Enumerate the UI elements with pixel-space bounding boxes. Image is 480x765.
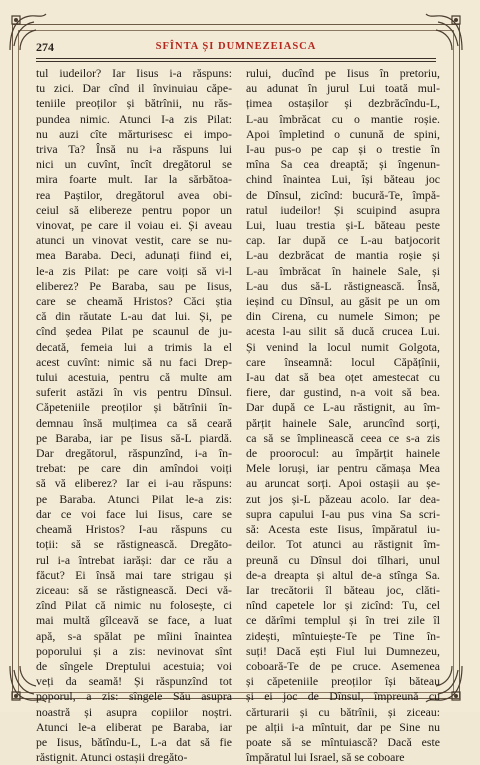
- text-line: zut jos și-L păzeau acolo. Iar dea-: [246, 491, 440, 506]
- text-line: ieșind cu Dînsul, au găsit pe un om: [246, 294, 440, 309]
- text-line: trebat: pe care din amîndoi voiți: [36, 461, 232, 476]
- text-line: demnau însă mulțimea ca să ceară: [36, 415, 232, 430]
- text-line: cap. Iar după ce L-au batjocorit: [246, 233, 440, 248]
- text-line: chind înaintea Lui, își băteau joc: [246, 172, 440, 187]
- text-line: mea Baraba. Deci, adunați fiind ei,: [36, 248, 232, 263]
- text-line: pe Baraba. Atunci Pilat le-a zis:: [36, 491, 232, 506]
- text-line: zînd Pilat că nimic nu folosește, ci: [36, 598, 232, 613]
- text-line: pundea nimic. Atunci I-a zis Pilat:: [36, 111, 232, 126]
- text-line: L-au îmbrăcat în hainele Sale, și: [246, 263, 440, 278]
- text-line: Dar după ce L-au răstignit, au îm-: [246, 400, 440, 415]
- text-line: rului, ducînd pe Iisus în pretoriu,: [246, 66, 440, 80]
- text-line: veți da seamă! Și răspunzînd tot: [36, 674, 232, 689]
- text-line: preună cu Dînsul doi tîlhari, unul: [246, 552, 440, 567]
- header-rule: [36, 58, 436, 59]
- text-line: din Cirena, cu numele Simon; pe: [246, 309, 440, 324]
- text-line: părțit hainele Sale, aruncînd sorți,: [246, 415, 440, 430]
- text-line: supra capului I-au pus vina Sa scri-: [246, 506, 440, 521]
- text-line: să vă eliberez? Iar ei i-au răspuns:: [36, 476, 232, 491]
- text-line: acest cuvînt: nimic să nu faci Drep-: [36, 354, 232, 369]
- text-column-left: [36, 66, 232, 765]
- text-line: că din răutate L-au dat lui. Și, pe: [36, 309, 232, 324]
- text-line: mîna Sa cea dreaptă; și îngenun-: [246, 157, 440, 172]
- text-line: împăratul lui Israel, să se coboare: [246, 750, 405, 765]
- text-line: și căpeteniile preoților își băteau: [246, 674, 440, 689]
- text-line: ratul iudeilor! Și scuipind asupra: [246, 202, 440, 217]
- text-line: să: Acesta este Iisus, împăratul iu-: [246, 522, 440, 537]
- text-line: poporului și a zis: nevinovat sînt: [36, 643, 232, 658]
- text-line: Iar trecătorii îl băteau joc, clăti-: [246, 582, 440, 597]
- text-line: Apoi împletind o cunună de spini,: [246, 126, 440, 141]
- text-line: care se cheamă Hristos? Căci știa: [36, 294, 232, 309]
- text-line: care înseamnă: locul Căpățînii,: [246, 354, 440, 369]
- text-line: toții: să se răstignească. Dregăto-: [36, 537, 232, 552]
- text-line: le-a zis Pilat: pe care voiți să vi-l: [36, 263, 232, 278]
- text-line: rul i-a întrebat iarăși: dar ce rău a: [36, 552, 232, 567]
- text-line: cărturarii și cu bătrînii, și ziceau:: [246, 704, 440, 719]
- text-line: fiere, dar gustind, n-a voit să bea.: [246, 385, 440, 400]
- text-line: I-au dat să bea oțet amestecat cu: [246, 370, 440, 385]
- text-column-right: [246, 66, 440, 765]
- text-line: poporul, a zis: sîngele Său asupra: [36, 689, 232, 704]
- text-line: rea Paștilor, dregătorul avea obi-: [36, 187, 232, 202]
- text-line: coboară-Te de pe cruce. Asemenea: [246, 658, 440, 673]
- text-line: răstignit. Atunci ostașii dregăto-: [36, 750, 188, 765]
- text-line: Mele loruși, iar pentru cămașa Mea: [246, 461, 440, 476]
- text-line: și ei joc de Dînsul, împreună cu: [246, 689, 440, 704]
- text-line: Dar dregătorul, răspunzînd, i-a în-: [36, 446, 232, 461]
- text-line: pe alții i-a mîntuit, dar pe Sine nu: [246, 719, 440, 734]
- header-rule-thin: [36, 61, 436, 62]
- text-line: de sîngele Dreptului acestuia; voi: [36, 658, 232, 673]
- text-line: cheamă Hristos? I-au răspuns cu: [36, 522, 232, 537]
- text-line: au aruncat sorți. Apoi ostașii au șe-: [246, 476, 440, 491]
- text-line: țimea ostașilor și dezbrăcîndu-L,: [246, 96, 440, 111]
- text-line: de-a dreapta și altul de-a stînga Sa.: [246, 567, 440, 582]
- text-line: tul iudeilor? Iar Iisus i-a răspuns:: [36, 66, 232, 80]
- text-line: ce dărîmi templul și în trei zile îl: [246, 613, 440, 628]
- text-line: tului acestuia, pentru că multe am: [36, 370, 232, 385]
- text-line: apă, s-a spălat pe mîini înaintea: [36, 628, 232, 643]
- text-line: Atunci le-a eliberat pe Baraba, iar: [36, 719, 232, 734]
- text-line: acesta l-au silit să ducă crucea Lui.: [246, 324, 440, 339]
- text-line: teniile preoților și bătrînii, nu răs-: [36, 96, 232, 111]
- text-line: triva Ta? Însă nu i-a răspuns lui: [36, 142, 232, 157]
- text-line: Căpeteniile preoților și bătrînii în-: [36, 400, 232, 415]
- text-line: de proorocul: au împărțit hainele: [246, 446, 440, 461]
- text-line: zidești, mîntuiește-Te pe Tine în-: [246, 628, 440, 643]
- text-line: mai multă gîlceavă se face, a luat: [36, 613, 232, 628]
- text-line: noastră și asupra copiilor noștri.: [36, 704, 232, 719]
- text-line: nici un cuvînt, încît dregătorul se: [36, 157, 232, 172]
- text-line: ziceau: să se răstignească. Deci vă-: [36, 582, 232, 597]
- text-line: eliberez? Pe Baraba, sau pe Iisus,: [36, 278, 232, 293]
- text-line: suți! Dacă ești Fiul lui Dumnezeu,: [246, 643, 440, 658]
- text-line: făcut? Ei însă mai tare strigau și: [36, 567, 232, 582]
- running-title: SFÎNTA ȘI DUMNEZEIASCA: [155, 41, 317, 52]
- text-line: tu zici. Dar cînd il învinuiau căpe-: [36, 81, 232, 96]
- text-line: L-au dus să-L răstignească. Însă,: [246, 278, 440, 293]
- text-line: pe Baraba, iar pe Iisus să-L piardă.: [36, 430, 232, 445]
- text-line: ca să se împlinească ceea ce s-a zis: [246, 430, 440, 445]
- text-line: poate să se mîntuiască? Dacă este: [246, 734, 440, 749]
- text-line: Lui, luau trestia și-L băteau peste: [246, 218, 440, 233]
- text-line: ceiul să elibereze pentru popor un: [36, 202, 232, 217]
- text-line: suferit astăzi în vis pentru Dînsul.: [36, 385, 232, 400]
- text-line: atunci un vinovat vestit, care se nu-: [36, 233, 232, 248]
- text-line: au adunat în jurul Lui toată mul-: [246, 81, 440, 96]
- page-number: 274: [36, 40, 54, 54]
- text-line: de Dînsul, zicînd: bucură-Te, împă-: [246, 187, 440, 202]
- text-line: L-au îmbrăcat cu o mantie roșie.: [246, 111, 440, 126]
- text-line: nînd capetele lor și zicînd: Tu, cel: [246, 598, 440, 613]
- text-line: L-au dezbrăcat de mantia roșie și: [246, 248, 440, 263]
- text-line: nu auzi cîte mărturisesc ei impo-: [36, 126, 232, 141]
- text-line: I-au pus-o pe cap și o trestie în: [246, 142, 440, 157]
- text-line: cînd ședea Pilat pe scaunul de ju-: [36, 324, 232, 339]
- text-line: pe Iisus, bătîndu-L, L-a dat să fie: [36, 734, 232, 749]
- text-line: mira foarte mult. Iar la sărbătoa-: [36, 172, 232, 187]
- text-line: Și venind la locul numit Golgota,: [246, 339, 440, 354]
- text-line: decată, femeia lui a trimis la el: [36, 339, 232, 354]
- text-line: deilor. Tot atunci au răstignit îm-: [246, 537, 440, 552]
- text-line: vinovat, pe care il voiau ei. Și aveau: [36, 218, 232, 233]
- text-line: dar ce voi face lui Iisus, care se: [36, 506, 232, 521]
